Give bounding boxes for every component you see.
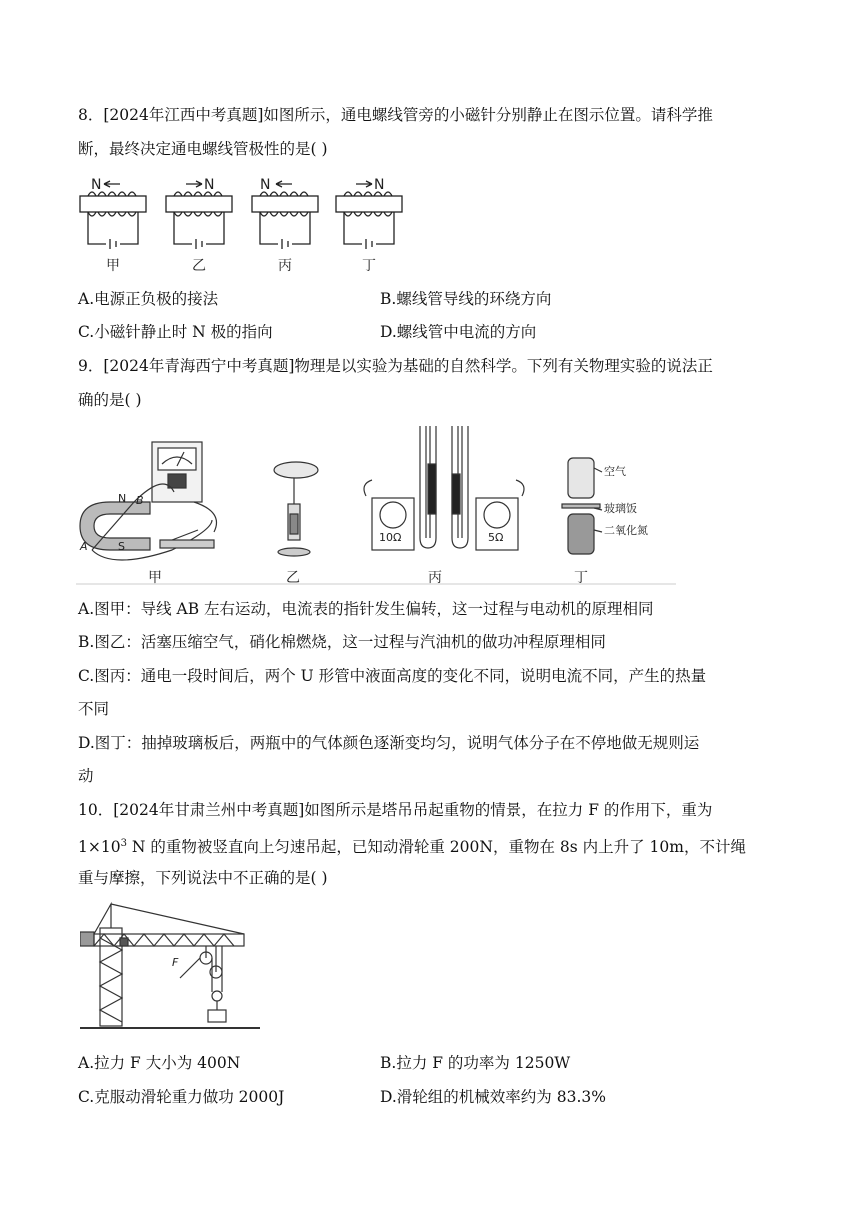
- fig-jia-b: B: [136, 494, 144, 507]
- q10-weight-coef: 1×10: [78, 838, 121, 857]
- q9-option-a[interactable]: A.图甲：导线 AB 左右运动，电流表的指针发生偏转，这一过程与电动机的原理相同: [78, 600, 654, 618]
- solenoid-ding: [336, 181, 402, 249]
- solenoid-jia: [80, 181, 146, 249]
- needle-n-yi: N: [204, 177, 215, 193]
- q9-stem-line1: 9．[2024年青海西宁中考真题]物理是以实验为基础的自然科学。下列有关物理实验的说法正: [78, 357, 713, 375]
- fig-jia-a: A: [80, 540, 88, 553]
- q8-option-b[interactable]: B.螺线管导线的环绕方向: [380, 290, 552, 308]
- solenoid-yi: [166, 181, 232, 249]
- q10-option-d[interactable]: D.滑轮组的机械效率约为 83.3%: [380, 1088, 606, 1106]
- q10-stem-line2-rest: N 的重物被竖直向上匀速吊起，已知动滑轮重 200N，重物在 8s 内上升了 10m，不计绳: [126, 838, 746, 857]
- q8-option-d[interactable]: D.螺线管中电流的方向: [380, 323, 537, 341]
- q10-option-b[interactable]: B.拉力 F 的功率为 1250W: [380, 1054, 571, 1072]
- q9-option-d-line1[interactable]: D.图丁：抽掉玻璃板后，两瓶中的气体颜色逐渐变均匀，说明气体分子在不停地做无规则运: [78, 734, 700, 752]
- needle-jia: [104, 181, 120, 187]
- q8-option-c[interactable]: C.小磁针静止时 N 极的指向: [78, 323, 273, 341]
- fig-label-yi: 乙: [192, 258, 206, 274]
- q9-option-b[interactable]: B.图乙：活塞压缩空气，硝化棉燃烧，这一过程与汽油机的做功冲程原理相同: [78, 633, 606, 651]
- q9-option-c-line1[interactable]: C.图丙：通电一段时间后，两个 U 形管中液面高度的变化不同，说明电流不同，产生的热量: [78, 667, 707, 685]
- q10-stem-line2: [78, 833, 746, 858]
- ammeter-magnet-setup: [80, 442, 217, 560]
- q9-option-c-line2: 不同: [78, 700, 110, 718]
- fig-label-ding: 丁: [574, 570, 588, 586]
- fig-label-ding: 丁: [362, 258, 376, 274]
- q8-option-a[interactable]: A.电源正负极的接法: [78, 290, 219, 308]
- q8-figure: [76, 172, 416, 278]
- q8-stem-line1: 8．[2024年江西中考真题]如图所示，通电螺线管旁的小磁针分别静止在图示位置。请科学推: [78, 106, 713, 124]
- fig-bing-r1: 10Ω: [379, 531, 402, 544]
- fig-label-yi: 乙: [286, 570, 300, 586]
- q10-option-c[interactable]: C.克服动滑轮重力做功 2000J: [78, 1088, 285, 1106]
- needle-n-bing: N: [260, 177, 271, 193]
- q10-stem-line1: 10．[2024年甘肃兰州中考真题]如图所示是塔吊吊起重物的情景，在拉力 F 的作用下，重为: [78, 801, 713, 819]
- q9-option-d-line2: 动: [78, 767, 94, 785]
- fig-bing-r2: 5Ω: [488, 531, 504, 544]
- needle-n-ding: N: [374, 177, 385, 193]
- fig-jia-n: N: [118, 492, 127, 505]
- fig-ding-no2: 二氧化氮: [604, 524, 648, 537]
- needle-n-jia: N: [91, 177, 102, 193]
- q10-stem-line3: 重与摩擦，下列说法中不正确的是( ): [78, 869, 328, 887]
- crane-force-label: F: [172, 956, 179, 969]
- fig-label-jia: 甲: [148, 570, 162, 586]
- q10-option-a[interactable]: A.拉力 F 大小为 400N: [78, 1054, 241, 1072]
- fig-ding-glass: 玻璃饭: [604, 502, 637, 515]
- q10-weight-exp: 3: [120, 838, 127, 849]
- fig-label-jia: 甲: [106, 258, 120, 274]
- q8-stem-line2: 断，最终决定通电螺线管极性的是( ): [78, 140, 328, 158]
- fig-label-bing: 丙: [428, 570, 442, 586]
- piston-cylinder: [274, 462, 318, 556]
- fig-ding-air: 空气: [604, 465, 626, 478]
- gas-bottles: [562, 458, 602, 554]
- fig-jia-s: S: [118, 540, 125, 553]
- q9-stem-line2: 确的是( ): [78, 391, 142, 409]
- q9-figure: [76, 418, 680, 590]
- q10-crane-figure: [80, 898, 264, 1038]
- fig-label-bing: 丙: [278, 258, 292, 274]
